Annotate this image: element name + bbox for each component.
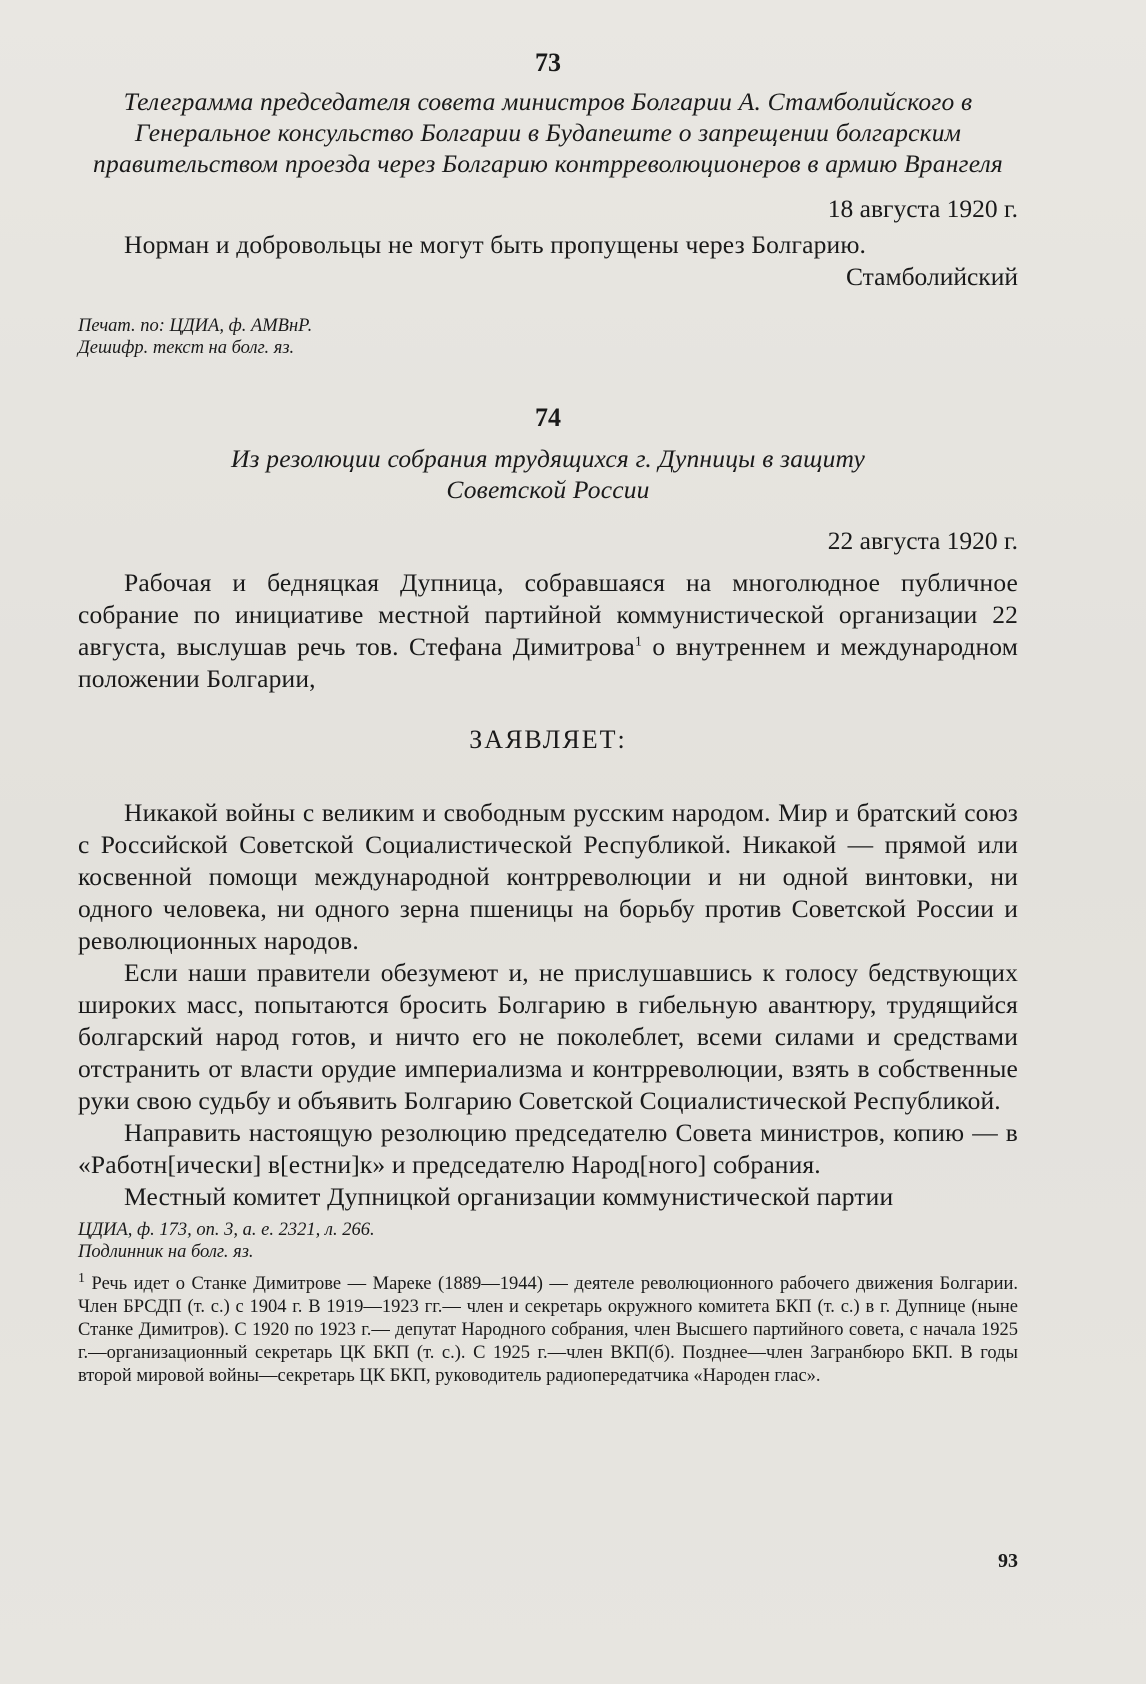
resolution-intro — [78, 567, 1018, 695]
telegram-text: Норман и добровольцы не могут быть пропущены через Болгарию. — [124, 230, 867, 259]
declaration-heading: ЗАЯВЛЯЕТ: — [469, 725, 627, 754]
footnote-reference: 1 — [634, 634, 643, 650]
document-title-73: Телеграмма председателя совета министров Болгарии А. Стамболийского в Генеральное консульство Болгарии в Будапеште о запрещении болгарским правительством проезда через Болгарию контрреволюционеров в армию Врангеля — [93, 87, 1003, 178]
document-number-73: 73 — [535, 48, 561, 77]
document-title-74 — [78, 443, 1018, 505]
footnote-text: Речь идет о Станке Димитрове — Мареке (1889—1944) — деятеле революционного рабочего движения Болгарии. Член БРСДП (т. с.) с 1904 г. В 1919—1923 гг.— член и секретарь окружного комитета БКП (т. с.) в г. Дупнице (ныне Станке Димитров). С 1920 по 1923 г.— депутат Народного собрания, член Высшего партийного совета, с начала 1925 г.—организационный секретарь ЦК БКП (т. с.). С 1925 г.—член ВКП(б). Позднее—член Загранбюро БКП. В годы второй мировой войны—секретарь ЦК БКП, руководитель радиопередатчика «Народен глас». — [78, 1274, 1018, 1386]
source-note-74 — [78, 1219, 1018, 1263]
title-line: Из резолюции собрания трудящихся г. Дупницы в защиту — [230, 444, 866, 473]
source-line: Дешифр. текст на болг. яз. — [78, 338, 295, 358]
source-line: Печат. по: ЦДИА, ф. АМВнР. — [78, 316, 313, 336]
page-content — [78, 46, 1018, 1388]
source-line: Подлинник на болг. яз. — [78, 1242, 254, 1262]
resolution-paragraph-3: Направить настоящую резолюцию председателю Совета министров, копию — в «Работн[ически] в[естни]к» и председателю Народ[ного] собрания. — [78, 1118, 1018, 1179]
document-date-73: 18 августа 1920 г. — [827, 194, 1018, 223]
footnote-marker: 1 — [78, 1270, 85, 1286]
signature-74: Местный комитет Дупницкой организации коммунистической партии — [124, 1182, 894, 1211]
resolution-paragraph-2: Если наши правители обезумеют и, не прислушавшись к голосу бедствующих широких масс, попытаются бросить Болгарию в гибельную авантюру, трудящийся болгарский народ готов, и ничто его не поколеблет, всеми силами и средствами отстранить от власти орудие империализма и контрреволюции, взять в собственные руки свою судьбу и объявить Болгарию Советской Социалистической Республикой. — [78, 958, 1018, 1115]
source-line: ЦДИА, ф. 173, оп. 3, а. е. 2321, л. 266. — [78, 1220, 375, 1240]
footnote — [78, 1270, 1018, 1388]
resolution-paragraph-1: Никакой войны с великим и свободным русским народом. Мир и братский союз с Российской Советской Социалистической Республикой. Никакой — прямой или косвенной помощи международной контрреволюции и ни одной винтовки, ни одного человека, ни одного зерна пшеницы на борьбу против Советской России и революционных народов. — [78, 798, 1018, 955]
page-number: 93 — [998, 1550, 1018, 1572]
title-line: Советской России — [446, 475, 650, 504]
intro-text-continued: о внутреннем и международном положении Болгарии, — [78, 632, 1018, 693]
document-date-74: 22 августа 1920 г. — [827, 526, 1018, 555]
intro-text: Рабочая и бедняцкая Дупница, собравшаяся на многолюдное публичное собрание по инициативе местной партийной коммунистической организации 22 августа, выслушав речь тов. Стефана Димитрова — [78, 568, 1018, 661]
signature-73: Стамболийский — [846, 262, 1018, 291]
document-number-74: 74 — [535, 403, 561, 432]
source-note-73 — [78, 315, 1018, 359]
